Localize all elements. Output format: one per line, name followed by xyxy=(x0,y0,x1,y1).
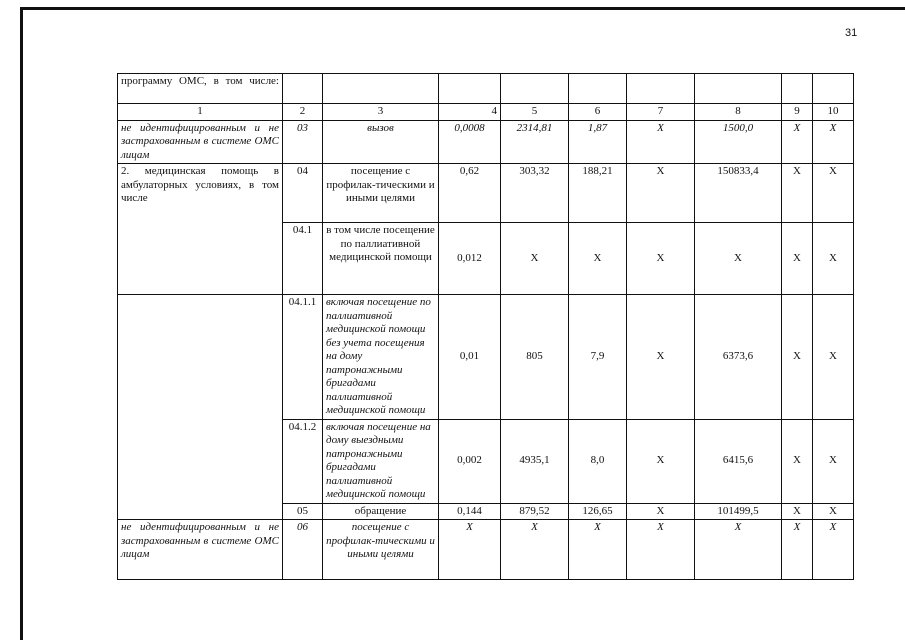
column-numbers-row xyxy=(118,104,854,121)
table-row: не идентифицированным и не застрахованным в системе ОМС лицам 03 вызов 0,0008 2314,81 1,87 X 1500,0 X X xyxy=(118,120,854,164)
table-row: 2. медицинская помощь в амбулаторных условиях, в том числе 04 посещение с профилак-тическими и иными целями 0,62 303,32 188,21 X 150833,4 X X xyxy=(118,164,854,223)
data-table xyxy=(117,73,854,580)
cell-label: не идентифицированным и не застрахованным в системе ОМС лицам xyxy=(118,120,283,164)
table-row: 04.1 в том числе посещение по паллиативной медицинской помощи 0,012 X X X X X X xyxy=(118,223,854,295)
col-num: 1 xyxy=(118,104,283,121)
col-num: 10 xyxy=(813,104,854,121)
col-num: 7 xyxy=(627,104,695,121)
table-row: 05 обращение 0,144 879,52 126,65 X 101499,5 X X xyxy=(118,503,854,520)
col-num: 8 xyxy=(695,104,782,121)
cell-label: программу ОМС, в том числе: xyxy=(118,74,283,104)
table-row: не идентифицированным и не застрахованным в системе ОМС лицам 06 посещение с профилак-тическими и иными целями X X X X X X X xyxy=(118,520,854,580)
page-number: 31 xyxy=(845,27,858,39)
table-row xyxy=(118,74,854,104)
table-row: 04.1.1 включая посещение по паллиативной медицинской помощи без учета посещения на дому патронажными бригадами паллиативной медицинской помощи 0,01 805 7,9 X 6373,6 X X xyxy=(118,295,854,420)
cell-label xyxy=(118,295,283,520)
col-num: 2 xyxy=(283,104,323,121)
col-num: 3 xyxy=(323,104,439,121)
col-num: 4 xyxy=(439,104,501,121)
cell-label: 2. медицинская помощь в амбулаторных условиях, в том числе xyxy=(118,164,283,295)
page-border-left xyxy=(20,7,23,640)
col-num: 5 xyxy=(501,104,569,121)
col-num: 9 xyxy=(782,104,813,121)
cell-label: не идентифицированным и не застрахованным в системе ОМС лицам xyxy=(118,520,283,580)
table-row: 04.1.2 включая посещение на дому выездными патронажными бригадами паллиативной медицинской помощи 0,002 4935,1 8,0 X 6415,6 X X xyxy=(118,419,854,503)
col-num: 6 xyxy=(569,104,627,121)
page-border-top xyxy=(20,7,905,10)
